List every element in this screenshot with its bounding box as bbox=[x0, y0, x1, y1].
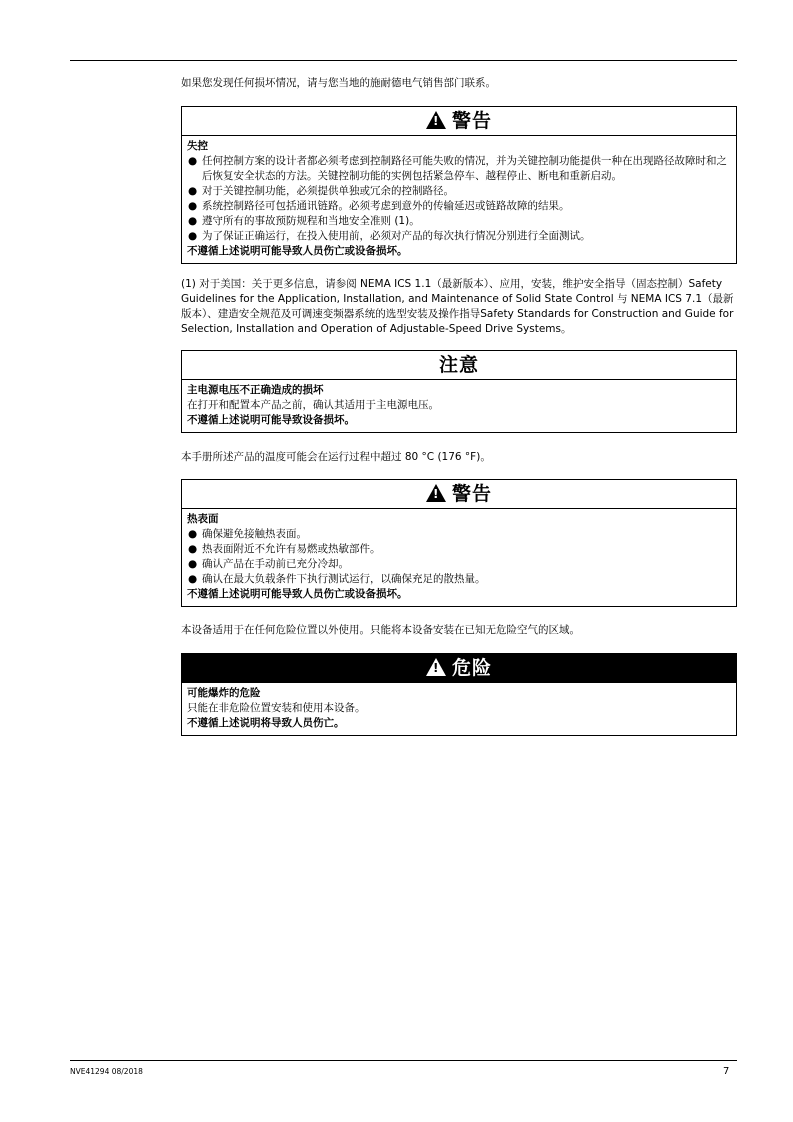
notice-header bbox=[182, 351, 736, 380]
list-item: ● 确认在最大负载条件下执行测试运行，以确保充足的散热量。 bbox=[188, 573, 486, 585]
warning-bullet-list bbox=[187, 527, 731, 587]
notice-consequence: 不遵循上述说明可能导致设备损坏。 bbox=[187, 414, 355, 426]
warning-body bbox=[182, 136, 736, 263]
warning-title: 警告 bbox=[451, 110, 492, 132]
footer-doc-id: NVE41294 08/2018 bbox=[70, 1067, 143, 1076]
bullet-icon: ● bbox=[188, 155, 198, 167]
intro-text: 如果您发现任何损坏情况，请与您当地的施耐德电气销售部门联系。 bbox=[181, 77, 496, 89]
warning-header bbox=[182, 480, 736, 509]
bullet-icon: ● bbox=[188, 573, 198, 585]
list-item: ● 任何控制方案的设计者都必须考虑到控制路径可能失败的情况，并为关键控制功能提供一种在出现路径故障时和之后恢复安全状态的方法。关键控制功能的实例包括紧急停车、越程停止、断电和重新启动。 bbox=[188, 155, 727, 182]
list-item: ● 遵守所有的事故预防规程和当地安全准则 (1)。 bbox=[188, 215, 420, 227]
bullet-icon: ● bbox=[188, 543, 198, 555]
notice-title: 注意 bbox=[438, 354, 479, 376]
warning-box-hot-surface bbox=[181, 479, 737, 607]
list-item: ● 确认产品在手动前已充分冷却。 bbox=[188, 558, 349, 570]
bullet-icon: ● bbox=[188, 185, 198, 197]
bullet-icon: ● bbox=[188, 215, 198, 227]
bullet-icon: ● bbox=[188, 528, 198, 540]
warning-consequence: 不遵循上述说明可能导致人员伤亡或设备损坏。 bbox=[187, 245, 408, 257]
notice-subtitle: 主电源电压不正确造成的损坏 bbox=[187, 384, 324, 396]
notice-text: 在打开和配置本产品之前，确认其适用于主电源电压。 bbox=[187, 399, 439, 411]
warning-title: 警告 bbox=[451, 483, 492, 505]
list-item: ● 为了保证正确运行，在投入使用前，必须对产品的每次执行情况分别进行全面测试。 bbox=[188, 230, 591, 242]
danger-title: 危险 bbox=[451, 657, 492, 679]
warning-consequence: 不遵循上述说明可能导致人员伤亡或设备损坏。 bbox=[187, 588, 408, 600]
danger-text: 只能在非危险位置安装和使用本设备。 bbox=[187, 702, 366, 714]
danger-body bbox=[182, 683, 736, 735]
warning-subtitle: 热表面 bbox=[187, 513, 219, 525]
footnote-text: (1) 对于美国：关于更多信息，请参阅 NEMA ICS 1.1（最新版本）、应用，安装，维护安全指导（固态控制）Safety Guidelines for the Application, Installation, and Maintenance of Solid State Control 与 NEMA ICS 7.1（最新版本）、建造安全规范及可调速变频器系统的选型安装及操作指导Safety Standards for Construction and Guide for Selection, Installation and Operation of Adjustable-Speed Drive Systems。 bbox=[181, 278, 734, 335]
footer-rule bbox=[70, 1060, 737, 1061]
header-rule bbox=[70, 60, 737, 61]
warning-subtitle: 失控 bbox=[187, 140, 208, 152]
list-item: ● 确保避免接触热表面。 bbox=[188, 528, 307, 540]
warning-bullet-list bbox=[187, 154, 731, 244]
temperature-text: 本手册所述产品的温度可能会在运行过程中超过 80 °C (176 °F)。 bbox=[181, 451, 491, 463]
danger-subtitle: 可能爆炸的危险 bbox=[187, 687, 261, 699]
danger-header bbox=[182, 654, 736, 683]
danger-consequence: 不遵循上述说明将导致人员伤亡。 bbox=[187, 717, 345, 729]
list-item: ● 热表面附近不允许有易燃或热敏部件。 bbox=[188, 543, 381, 555]
warning-header bbox=[182, 107, 736, 136]
location-text: 本设备适用于在任何危险位置以外使用。只能将本设备安装在已知无危险空气的区域。 bbox=[181, 624, 580, 636]
page-content bbox=[181, 76, 737, 736]
list-item: ● 对于关键控制功能，必须提供单独或冗余的控制路径。 bbox=[188, 185, 454, 197]
bullet-icon: ● bbox=[188, 200, 198, 212]
warning-body bbox=[182, 509, 736, 606]
bullet-icon: ● bbox=[188, 230, 198, 242]
warning-triangle-icon bbox=[426, 111, 446, 129]
danger-box-explosion bbox=[181, 653, 737, 736]
warning-triangle-icon bbox=[426, 484, 446, 502]
notice-box-voltage bbox=[181, 350, 737, 433]
notice-body bbox=[182, 380, 736, 432]
warning-box-loss-of-control bbox=[181, 106, 737, 264]
warning-triangle-icon bbox=[426, 658, 446, 676]
page-number: 7 bbox=[723, 1066, 730, 1077]
list-item: ● 系统控制路径可包括通讯链路。必须考虑到意外的传输延迟或链路故障的结果。 bbox=[188, 200, 570, 212]
bullet-icon: ● bbox=[188, 558, 198, 570]
